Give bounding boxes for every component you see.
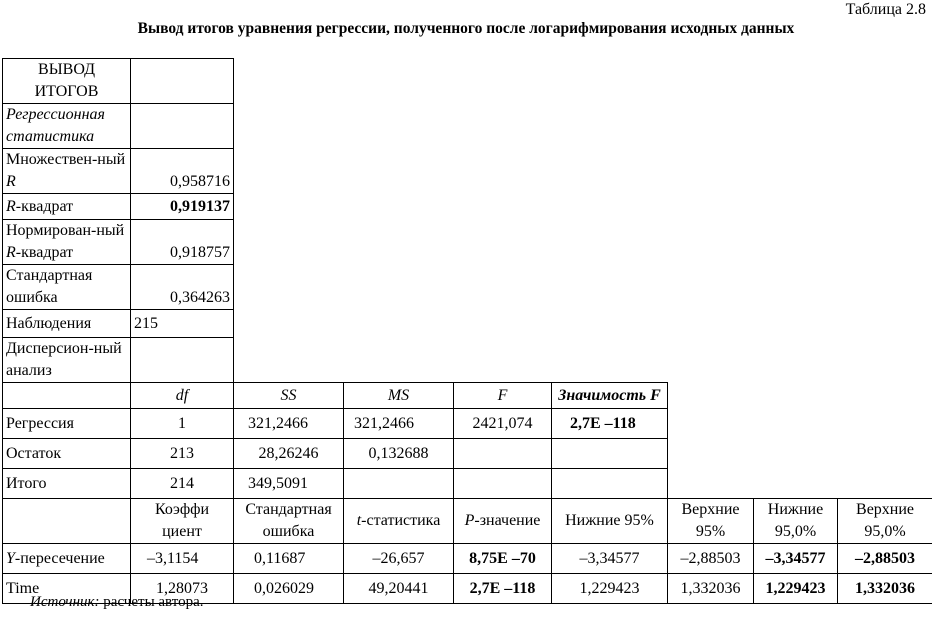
time-label: Time <box>3 574 131 604</box>
anova-regression-f: 2421,074 <box>454 409 552 439</box>
coef-header-lower-95: Нижние 95% <box>552 499 668 544</box>
anova-header-f: F <box>454 383 552 409</box>
anova-header-df: df <box>131 383 234 409</box>
anova-header-row <box>3 383 932 409</box>
intercept-p-value: 8,75E –70 <box>454 544 552 574</box>
adj-r-square-row <box>3 220 932 265</box>
multiple-r-value: 0,958716 <box>131 149 234 194</box>
blank-area <box>234 59 932 104</box>
summary-title: ВЫВОД ИТОГОВ <box>3 59 131 104</box>
table-number: Таблица 2.8 <box>845 1 926 18</box>
anova-residual-row <box>3 439 932 469</box>
r-square-row <box>3 194 932 220</box>
empty-cell <box>131 338 234 383</box>
multiple-r-label: Множествен-ный R <box>3 149 131 194</box>
coef-header-t-stat: t-статистика <box>344 499 454 544</box>
anova-residual-label: Остаток <box>3 439 131 469</box>
std-error-row <box>3 265 932 310</box>
empty-cell <box>3 383 131 409</box>
coef-header-upper-95: Верхние 95% <box>668 499 754 544</box>
empty-cell <box>131 59 234 104</box>
coef-header-p-value: P-значение <box>454 499 552 544</box>
coef-header-coefficient: Коэффи циент <box>131 499 234 544</box>
intercept-label: Y-пересечение <box>3 544 131 574</box>
empty-cell <box>552 439 668 469</box>
anova-regression-row <box>3 409 932 439</box>
anova-heading: Дисперсион-ный анализ <box>3 338 131 383</box>
anova-residual-ss: 28,26246 <box>234 439 344 469</box>
table-caption: Вывод итогов уравнения регрессии, полученного после логарифмирования исходных данных <box>137 20 795 37</box>
time-upper-95: 1,332036 <box>668 574 754 604</box>
time-p-value: 2,7E –118 <box>454 574 552 604</box>
time-lower-95-0: 1,229423 <box>754 574 838 604</box>
intercept-t-stat: –26,657 <box>344 544 454 574</box>
anova-regression-label: Регрессия <box>3 409 131 439</box>
empty-cell <box>454 439 552 469</box>
observations-label: Наблюдения <box>3 310 131 338</box>
empty-cell <box>454 469 552 499</box>
anova-heading-row <box>3 338 932 383</box>
anova-residual-ms: 0,132688 <box>344 439 454 469</box>
r-square-value: 0,919137 <box>131 194 234 220</box>
summary-title-row <box>3 59 932 104</box>
anova-regression-ms: 321,2466 <box>344 409 454 439</box>
coef-intercept-row <box>3 544 932 574</box>
empty-cell <box>552 469 668 499</box>
intercept-coefficient: –3,1154 <box>131 544 234 574</box>
empty-cell <box>344 469 454 499</box>
time-coefficient: 1,28073 <box>131 574 234 604</box>
std-error-value: 0,364263 <box>131 265 234 310</box>
intercept-upper-95-0: –2,88503 <box>838 544 932 574</box>
time-upper-95-0: 1,332036 <box>838 574 932 604</box>
r-square-label: R-квадрат <box>3 194 131 220</box>
coef-header-upper-95-0: Верхние 95,0% <box>838 499 932 544</box>
observations-row <box>3 310 932 338</box>
anova-header-ss: SS <box>234 383 344 409</box>
anova-total-label: Итого <box>3 469 131 499</box>
intercept-lower-95: –3,34577 <box>552 544 668 574</box>
time-lower-95: 1,229423 <box>552 574 668 604</box>
reg-stats-heading-row <box>3 104 932 149</box>
anova-total-ss: 349,5091 <box>234 469 344 499</box>
intercept-std-error: 0,11687 <box>234 544 344 574</box>
regression-output-table <box>2 58 932 604</box>
anova-residual-df: 213 <box>131 439 234 469</box>
multiple-r-row <box>3 149 932 194</box>
time-t-stat: 49,20441 <box>344 574 454 604</box>
intercept-upper-95: –2,88503 <box>668 544 754 574</box>
adj-r-square-label: Нормирован-ный R-квадрат <box>3 220 131 265</box>
empty-cell <box>131 104 234 149</box>
coef-header-row <box>3 499 932 544</box>
std-error-label: Стандартная ошибка <box>3 265 131 310</box>
empty-cell <box>3 499 131 544</box>
observations-value: 215 <box>131 310 234 338</box>
coef-header-std-error: Стандартная ошибка <box>234 499 344 544</box>
coef-header-lower-95-0: Нижние 95,0% <box>754 499 838 544</box>
source-note: Источник: расчеты автора. <box>30 594 204 610</box>
anova-regression-significance: 2,7E –118 <box>552 409 668 439</box>
anova-regression-df: 1 <box>131 409 234 439</box>
time-std-error: 0,026029 <box>234 574 344 604</box>
adj-r-square-value: 0,918757 <box>131 220 234 265</box>
anova-header-ms: MS <box>344 383 454 409</box>
anova-header-significance: Значимость F <box>552 383 668 409</box>
anova-total-row <box>3 469 932 499</box>
anova-regression-ss: 321,2466 <box>234 409 344 439</box>
anova-total-df: 214 <box>131 469 234 499</box>
reg-stats-heading: Регрессионная статистика <box>3 104 131 149</box>
intercept-lower-95-0: –3,34577 <box>754 544 838 574</box>
